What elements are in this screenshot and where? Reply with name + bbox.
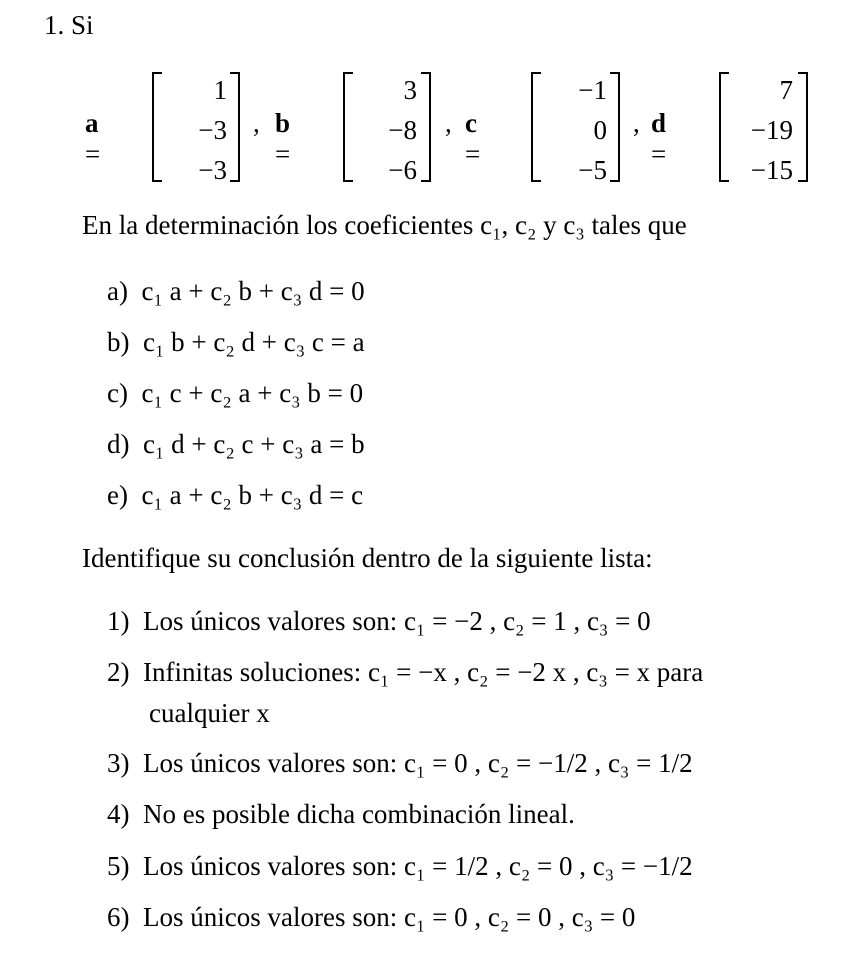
case-a: a) c₁ a + c₂ b + c₃ d = 0 xyxy=(107,276,365,306)
entry: −1 xyxy=(578,75,607,105)
entry: −19 xyxy=(750,115,793,145)
entry: 1 xyxy=(213,75,227,105)
entry: −6 xyxy=(388,155,417,185)
right-bracket xyxy=(610,72,620,182)
entry: −8 xyxy=(388,115,417,145)
vector-entries xyxy=(357,70,417,190)
problem-header xyxy=(44,10,94,41)
vector-name: a xyxy=(85,108,99,138)
option-4: 4) No es posible dicha combinación lineal. xyxy=(107,799,575,829)
vector-name: d xyxy=(651,108,667,138)
vector-entries xyxy=(547,70,607,190)
option-2: 2) Infinitas soluciones: c₁ = −x , c₂ = −2 x , c₃ = x para xyxy=(107,657,704,687)
case-b: b) c₁ b + c₂ d + c₃ c = a xyxy=(107,327,365,357)
case-d: d) c₁ d + c₂ c + c₃ a = b xyxy=(107,429,365,459)
case-e: e) c₁ a + c₂ b + c₃ d = c xyxy=(107,480,364,510)
option-1: 1) Los únicos valores son: c₁ = −2 , c₂ = 1 , c₃ = 0 xyxy=(107,606,651,636)
entry: −15 xyxy=(750,155,793,185)
right-bracket xyxy=(421,72,431,182)
vector-name: b xyxy=(275,108,291,138)
vector-name: c xyxy=(465,108,477,138)
option-6: 6) Los únicos valores son: c₁ = 0 , c₂ = 0 , c₃ = 0 xyxy=(107,902,636,932)
left-bracket xyxy=(343,72,353,182)
right-bracket xyxy=(798,72,808,182)
vector-entries xyxy=(167,70,227,190)
problem-number: 1. xyxy=(44,10,65,40)
entry: −5 xyxy=(578,155,607,185)
case-c: c) c₁ c + c₂ a + c₃ b = 0 xyxy=(107,378,364,408)
option-5: 5) Los únicos valores son: c₁ = 1/2 , c₂ = 0 , c₃ = −1/2 xyxy=(107,851,693,881)
problem-intro: Si xyxy=(71,10,94,40)
statement: En la determinación los coeficientes c₁, c₂ y c₃ tales que xyxy=(82,210,687,240)
left-bracket xyxy=(719,72,729,182)
right-bracket xyxy=(230,72,240,182)
entry: 7 xyxy=(779,75,793,105)
left-bracket xyxy=(531,72,541,182)
entry: 0 xyxy=(593,115,607,145)
entry: −3 xyxy=(198,115,227,145)
entry: −3 xyxy=(198,155,227,185)
vector-entries xyxy=(733,70,793,190)
identify-instruction: Identifique su conclusión dentro de la siguiente lista: xyxy=(82,543,653,573)
option-3: 3) Los únicos valores son: c₁ = 0 , c₂ = −1/2 , c₃ = 1/2 xyxy=(107,748,693,778)
option-2-continuation: cualquier x xyxy=(149,698,270,728)
entry: 3 xyxy=(403,75,417,105)
left-bracket xyxy=(152,72,162,182)
